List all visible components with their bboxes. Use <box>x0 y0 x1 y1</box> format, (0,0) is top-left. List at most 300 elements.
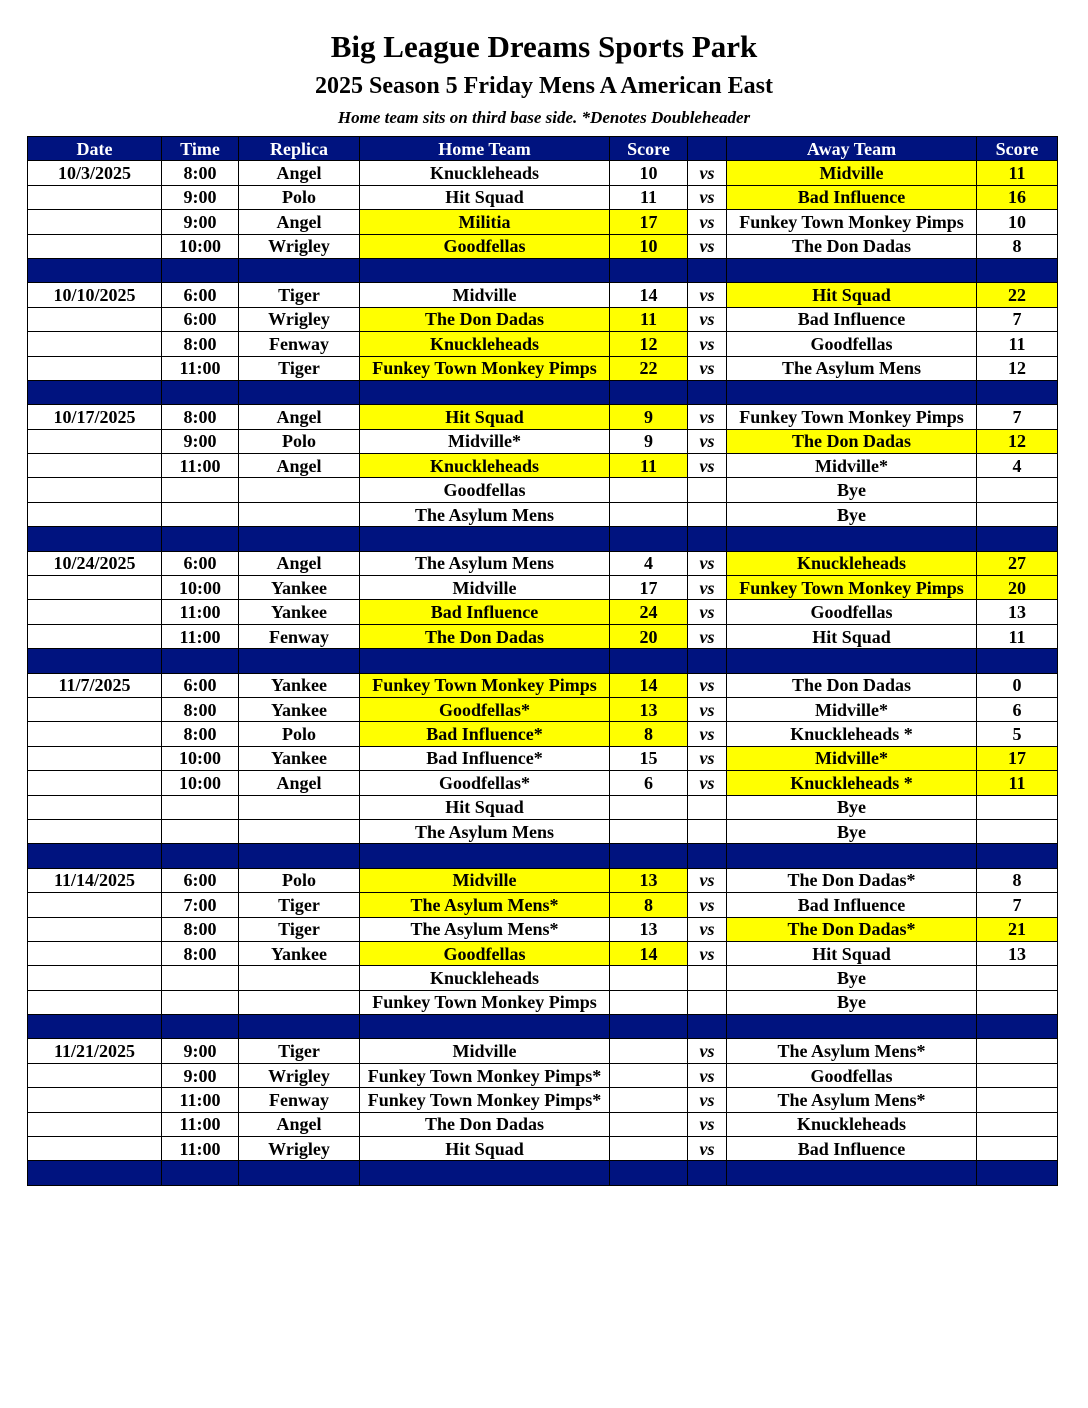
game-row <box>28 1039 1058 1063</box>
home-team-cell: Militia <box>360 210 610 234</box>
away-score-cell <box>977 1039 1058 1063</box>
separator-cell <box>239 527 360 551</box>
separator-cell <box>610 1161 688 1185</box>
home-team-cell: The Asylum Mens* <box>360 893 610 917</box>
separator-cell <box>688 649 727 673</box>
replica-cell: Angel <box>239 1112 360 1136</box>
home-score-cell: 17 <box>610 210 688 234</box>
away-score-cell: 10 <box>977 210 1058 234</box>
date-cell <box>28 1137 162 1161</box>
vs-cell: vs <box>688 1088 727 1112</box>
separator-cell <box>28 380 162 404</box>
away-team-cell: The Don Dadas* <box>727 868 977 892</box>
vs-cell: vs <box>688 624 727 648</box>
week-separator-row <box>28 649 1058 673</box>
home-score-cell <box>610 1088 688 1112</box>
home-score-cell: 10 <box>610 234 688 258</box>
week-separator-row <box>28 258 1058 282</box>
vs-cell: vs <box>688 941 727 965</box>
home-team-cell: Goodfellas* <box>360 697 610 721</box>
vs-cell: vs <box>688 332 727 356</box>
replica-cell: Tiger <box>239 283 360 307</box>
game-row <box>28 697 1058 721</box>
replica-cell: Tiger <box>239 1039 360 1063</box>
home-team-cell: Knuckleheads <box>360 332 610 356</box>
separator-cell <box>688 380 727 404</box>
week-separator-row <box>28 1015 1058 1039</box>
time-cell: 8:00 <box>162 405 239 429</box>
col-header-date: Date <box>28 137 162 161</box>
away-score-cell: 8 <box>977 868 1058 892</box>
away-score-cell <box>977 1088 1058 1112</box>
separator-cell <box>360 649 610 673</box>
time-cell: 11:00 <box>162 1088 239 1112</box>
time-cell: 11:00 <box>162 454 239 478</box>
away-score-cell: 8 <box>977 234 1058 258</box>
home-score-cell: 13 <box>610 868 688 892</box>
vs-cell: vs <box>688 161 727 185</box>
date-cell <box>28 429 162 453</box>
away-score-cell: 11 <box>977 161 1058 185</box>
home-score-cell <box>610 1063 688 1087</box>
time-cell: 9:00 <box>162 210 239 234</box>
date-cell <box>28 819 162 843</box>
home-score-cell: 8 <box>610 893 688 917</box>
home-team-cell: Knuckleheads <box>360 454 610 478</box>
away-team-cell: Bye <box>727 502 977 526</box>
time-cell: 6:00 <box>162 868 239 892</box>
replica-cell: Fenway <box>239 332 360 356</box>
replica-cell: Wrigley <box>239 234 360 258</box>
separator-cell <box>610 844 688 868</box>
away-team-cell: The Asylum Mens <box>727 356 977 380</box>
vs-cell: vs <box>688 746 727 770</box>
game-row <box>28 1063 1058 1087</box>
game-row <box>28 868 1058 892</box>
col-header-replica: Replica <box>239 137 360 161</box>
date-cell: 10/17/2025 <box>28 405 162 429</box>
away-team-cell: Bye <box>727 478 977 502</box>
home-team-cell: Goodfellas <box>360 478 610 502</box>
home-team-cell: Midville* <box>360 429 610 453</box>
time-cell <box>162 795 239 819</box>
time-cell: 8:00 <box>162 941 239 965</box>
separator-cell <box>360 844 610 868</box>
game-row <box>28 307 1058 331</box>
home-team-cell: Funkey Town Monkey Pimps <box>360 356 610 380</box>
game-row <box>28 1088 1058 1112</box>
date-cell <box>28 1088 162 1112</box>
date-cell <box>28 1063 162 1087</box>
vs-cell: vs <box>688 234 727 258</box>
separator-cell <box>162 258 239 282</box>
date-cell <box>28 454 162 478</box>
away-team-cell: Bye <box>727 966 977 990</box>
time-cell <box>162 502 239 526</box>
game-row <box>28 1112 1058 1136</box>
replica-cell <box>239 966 360 990</box>
away-score-cell: 13 <box>977 941 1058 965</box>
home-team-cell: Funkey Town Monkey Pimps <box>360 673 610 697</box>
home-team-cell: The Don Dadas <box>360 624 610 648</box>
replica-cell: Angel <box>239 405 360 429</box>
replica-cell: Tiger <box>239 356 360 380</box>
separator-cell <box>239 844 360 868</box>
time-cell: 10:00 <box>162 746 239 770</box>
date-cell: 11/21/2025 <box>28 1039 162 1063</box>
time-cell: 8:00 <box>162 917 239 941</box>
vs-cell: vs <box>688 283 727 307</box>
away-team-cell: The Asylum Mens* <box>727 1039 977 1063</box>
away-team-cell: Funkey Town Monkey Pimps <box>727 405 977 429</box>
separator-cell <box>28 527 162 551</box>
home-team-cell: Hit Squad <box>360 795 610 819</box>
separator-cell <box>162 380 239 404</box>
date-cell <box>28 600 162 624</box>
home-score-cell: 14 <box>610 283 688 307</box>
away-team-cell: Goodfellas <box>727 600 977 624</box>
home-score-cell <box>610 1112 688 1136</box>
separator-cell <box>360 258 610 282</box>
week-separator-row <box>28 527 1058 551</box>
away-score-cell: 11 <box>977 332 1058 356</box>
separator-cell <box>727 1015 977 1039</box>
away-team-cell: Knuckleheads * <box>727 771 977 795</box>
separator-cell <box>162 844 239 868</box>
away-score-cell: 21 <box>977 917 1058 941</box>
away-team-cell: Bad Influence <box>727 1137 977 1161</box>
replica-cell: Angel <box>239 210 360 234</box>
home-score-cell: 13 <box>610 917 688 941</box>
date-cell <box>28 478 162 502</box>
away-score-cell: 12 <box>977 356 1058 380</box>
separator-cell <box>688 527 727 551</box>
replica-cell: Angel <box>239 771 360 795</box>
replica-cell: Polo <box>239 868 360 892</box>
away-team-cell: Hit Squad <box>727 283 977 307</box>
game-row <box>28 746 1058 770</box>
home-team-cell: Knuckleheads <box>360 966 610 990</box>
separator-cell <box>28 649 162 673</box>
home-score-cell: 15 <box>610 746 688 770</box>
time-cell: 8:00 <box>162 161 239 185</box>
time-cell: 10:00 <box>162 234 239 258</box>
away-team-cell: Midville* <box>727 454 977 478</box>
home-score-cell: 10 <box>610 161 688 185</box>
home-score-cell: 14 <box>610 941 688 965</box>
vs-cell: vs <box>688 356 727 380</box>
game-row <box>28 185 1058 209</box>
separator-cell <box>162 527 239 551</box>
replica-cell: Tiger <box>239 917 360 941</box>
time-cell: 11:00 <box>162 1112 239 1136</box>
date-cell <box>28 234 162 258</box>
separator-cell <box>727 649 977 673</box>
col-header-home-score: Score <box>610 137 688 161</box>
home-score-cell: 9 <box>610 405 688 429</box>
header-row <box>28 137 1058 161</box>
game-row <box>28 673 1058 697</box>
separator-cell <box>610 527 688 551</box>
time-cell <box>162 966 239 990</box>
date-cell <box>28 576 162 600</box>
time-cell: 8:00 <box>162 722 239 746</box>
date-cell <box>28 966 162 990</box>
replica-cell: Yankee <box>239 746 360 770</box>
date-cell <box>28 624 162 648</box>
home-score-cell: 13 <box>610 697 688 721</box>
away-score-cell <box>977 819 1058 843</box>
home-team-cell: Midville <box>360 576 610 600</box>
vs-cell <box>688 990 727 1014</box>
home-team-cell: Hit Squad <box>360 1137 610 1161</box>
game-row <box>28 210 1058 234</box>
replica-cell: Polo <box>239 722 360 746</box>
away-score-cell: 6 <box>977 697 1058 721</box>
vs-cell: vs <box>688 429 727 453</box>
separator-cell <box>977 380 1058 404</box>
away-team-cell: Hit Squad <box>727 941 977 965</box>
away-team-cell: Bad Influence <box>727 893 977 917</box>
home-team-cell: Goodfellas <box>360 234 610 258</box>
date-cell <box>28 990 162 1014</box>
time-cell: 11:00 <box>162 600 239 624</box>
date-cell: 11/7/2025 <box>28 673 162 697</box>
separator-cell <box>162 1161 239 1185</box>
time-cell: 9:00 <box>162 1039 239 1063</box>
time-cell: 6:00 <box>162 551 239 575</box>
home-team-cell: Midville <box>360 283 610 307</box>
separator-cell <box>610 649 688 673</box>
away-team-cell: Funkey Town Monkey Pimps <box>727 210 977 234</box>
away-score-cell <box>977 1063 1058 1087</box>
date-cell <box>28 697 162 721</box>
home-score-cell <box>610 819 688 843</box>
week-separator-row <box>28 1161 1058 1185</box>
game-row <box>28 624 1058 648</box>
game-row <box>28 990 1058 1014</box>
vs-cell: vs <box>688 307 727 331</box>
away-team-cell: The Don Dadas* <box>727 917 977 941</box>
date-cell <box>28 210 162 234</box>
away-team-cell: Knuckleheads <box>727 1112 977 1136</box>
separator-cell <box>28 258 162 282</box>
replica-cell: Angel <box>239 551 360 575</box>
vs-cell <box>688 795 727 819</box>
home-team-cell: Goodfellas <box>360 941 610 965</box>
away-score-cell: 7 <box>977 893 1058 917</box>
separator-cell <box>977 1161 1058 1185</box>
date-cell <box>28 941 162 965</box>
separator-cell <box>28 844 162 868</box>
separator-cell <box>977 844 1058 868</box>
time-cell: 7:00 <box>162 893 239 917</box>
time-cell: 10:00 <box>162 771 239 795</box>
separator-cell <box>610 380 688 404</box>
week-separator-row <box>28 380 1058 404</box>
home-team-cell: The Don Dadas <box>360 307 610 331</box>
separator-cell <box>360 527 610 551</box>
away-team-cell: Goodfellas <box>727 332 977 356</box>
away-team-cell: Bye <box>727 795 977 819</box>
date-cell <box>28 893 162 917</box>
home-team-cell: Funkey Town Monkey Pimps* <box>360 1063 610 1087</box>
date-cell: 10/3/2025 <box>28 161 162 185</box>
vs-cell: vs <box>688 673 727 697</box>
home-team-cell: The Asylum Mens <box>360 502 610 526</box>
vs-cell: vs <box>688 185 727 209</box>
replica-cell: Fenway <box>239 1088 360 1112</box>
replica-cell <box>239 502 360 526</box>
home-score-cell: 6 <box>610 771 688 795</box>
replica-cell: Yankee <box>239 697 360 721</box>
home-team-cell: Midville <box>360 868 610 892</box>
date-cell: 11/14/2025 <box>28 868 162 892</box>
home-score-cell: 20 <box>610 624 688 648</box>
time-cell: 6:00 <box>162 283 239 307</box>
away-score-cell: 11 <box>977 771 1058 795</box>
home-score-cell: 4 <box>610 551 688 575</box>
home-team-cell: Bad Influence* <box>360 722 610 746</box>
game-row <box>28 941 1058 965</box>
away-team-cell: Funkey Town Monkey Pimps <box>727 576 977 600</box>
away-score-cell <box>977 478 1058 502</box>
col-header-time: Time <box>162 137 239 161</box>
game-row <box>28 332 1058 356</box>
separator-cell <box>977 1015 1058 1039</box>
away-score-cell: 12 <box>977 429 1058 453</box>
home-score-cell: 24 <box>610 600 688 624</box>
vs-cell: vs <box>688 454 727 478</box>
vs-cell: vs <box>688 1112 727 1136</box>
date-cell <box>28 332 162 356</box>
home-score-cell <box>610 1137 688 1161</box>
vs-cell: vs <box>688 697 727 721</box>
time-cell <box>162 478 239 502</box>
date-cell <box>28 307 162 331</box>
game-row <box>28 966 1058 990</box>
separator-cell <box>688 1161 727 1185</box>
date-cell: 10/10/2025 <box>28 283 162 307</box>
replica-cell: Wrigley <box>239 1137 360 1161</box>
home-score-cell: 8 <box>610 722 688 746</box>
time-cell <box>162 990 239 1014</box>
away-team-cell: Knuckleheads <box>727 551 977 575</box>
home-team-cell: The Asylum Mens <box>360 819 610 843</box>
away-team-cell: Bad Influence <box>727 185 977 209</box>
replica-cell: Yankee <box>239 600 360 624</box>
replica-cell <box>239 819 360 843</box>
separator-cell <box>727 844 977 868</box>
home-team-cell: Bad Influence <box>360 600 610 624</box>
home-score-cell <box>610 966 688 990</box>
home-score-cell <box>610 502 688 526</box>
home-team-cell: The Asylum Mens <box>360 551 610 575</box>
away-team-cell: Knuckleheads * <box>727 722 977 746</box>
separator-cell <box>688 1015 727 1039</box>
vs-cell: vs <box>688 600 727 624</box>
replica-cell: Wrigley <box>239 1063 360 1087</box>
col-header-away-team: Away Team <box>727 137 977 161</box>
separator-cell <box>360 380 610 404</box>
vs-cell <box>688 502 727 526</box>
time-cell: 9:00 <box>162 185 239 209</box>
separator-cell <box>239 380 360 404</box>
game-row <box>28 405 1058 429</box>
away-score-cell <box>977 1137 1058 1161</box>
separator-cell <box>977 527 1058 551</box>
away-team-cell: The Don Dadas <box>727 234 977 258</box>
home-team-cell: Funkey Town Monkey Pimps* <box>360 1088 610 1112</box>
time-cell: 8:00 <box>162 697 239 721</box>
page-subtitle: 2025 Season 5 Friday Mens A American East <box>314 73 773 99</box>
page-title: Big League Dreams Sports Park <box>330 29 758 64</box>
replica-cell: Wrigley <box>239 307 360 331</box>
replica-cell <box>239 795 360 819</box>
away-score-cell: 17 <box>977 746 1058 770</box>
date-cell: 10/24/2025 <box>28 551 162 575</box>
separator-cell <box>360 1161 610 1185</box>
home-team-cell: Knuckleheads <box>360 161 610 185</box>
home-score-cell <box>610 990 688 1014</box>
vs-cell: vs <box>688 868 727 892</box>
time-cell: 9:00 <box>162 429 239 453</box>
home-team-cell: Midville <box>360 1039 610 1063</box>
schedule-note: Home team sits on third base side. *Denotes Doubleheader <box>337 108 751 127</box>
schedule-table <box>27 136 1058 1186</box>
vs-cell: vs <box>688 1039 727 1063</box>
away-score-cell <box>977 990 1058 1014</box>
game-row <box>28 429 1058 453</box>
home-score-cell <box>610 795 688 819</box>
game-row <box>28 576 1058 600</box>
replica-cell: Polo <box>239 429 360 453</box>
home-score-cell <box>610 1039 688 1063</box>
time-cell: 11:00 <box>162 1137 239 1161</box>
away-team-cell: The Don Dadas <box>727 429 977 453</box>
vs-cell: vs <box>688 210 727 234</box>
game-row <box>28 722 1058 746</box>
game-row <box>28 478 1058 502</box>
schedule-body <box>28 161 1058 1185</box>
separator-cell <box>239 1161 360 1185</box>
date-cell <box>28 917 162 941</box>
replica-cell: Polo <box>239 185 360 209</box>
home-team-cell: Goodfellas* <box>360 771 610 795</box>
away-team-cell: Bad Influence <box>727 307 977 331</box>
separator-cell <box>727 1161 977 1185</box>
game-row <box>28 893 1058 917</box>
game-row <box>28 551 1058 575</box>
vs-cell <box>688 478 727 502</box>
away-score-cell: 5 <box>977 722 1058 746</box>
replica-cell <box>239 990 360 1014</box>
away-team-cell: Midville <box>727 161 977 185</box>
home-score-cell: 11 <box>610 307 688 331</box>
vs-cell <box>688 819 727 843</box>
away-score-cell: 20 <box>977 576 1058 600</box>
replica-cell: Yankee <box>239 673 360 697</box>
vs-cell: vs <box>688 917 727 941</box>
game-row <box>28 1137 1058 1161</box>
away-score-cell: 16 <box>977 185 1058 209</box>
away-team-cell: Bye <box>727 990 977 1014</box>
game-row <box>28 502 1058 526</box>
vs-cell: vs <box>688 1137 727 1161</box>
away-score-cell: 0 <box>977 673 1058 697</box>
away-score-cell: 11 <box>977 624 1058 648</box>
replica-cell <box>239 478 360 502</box>
